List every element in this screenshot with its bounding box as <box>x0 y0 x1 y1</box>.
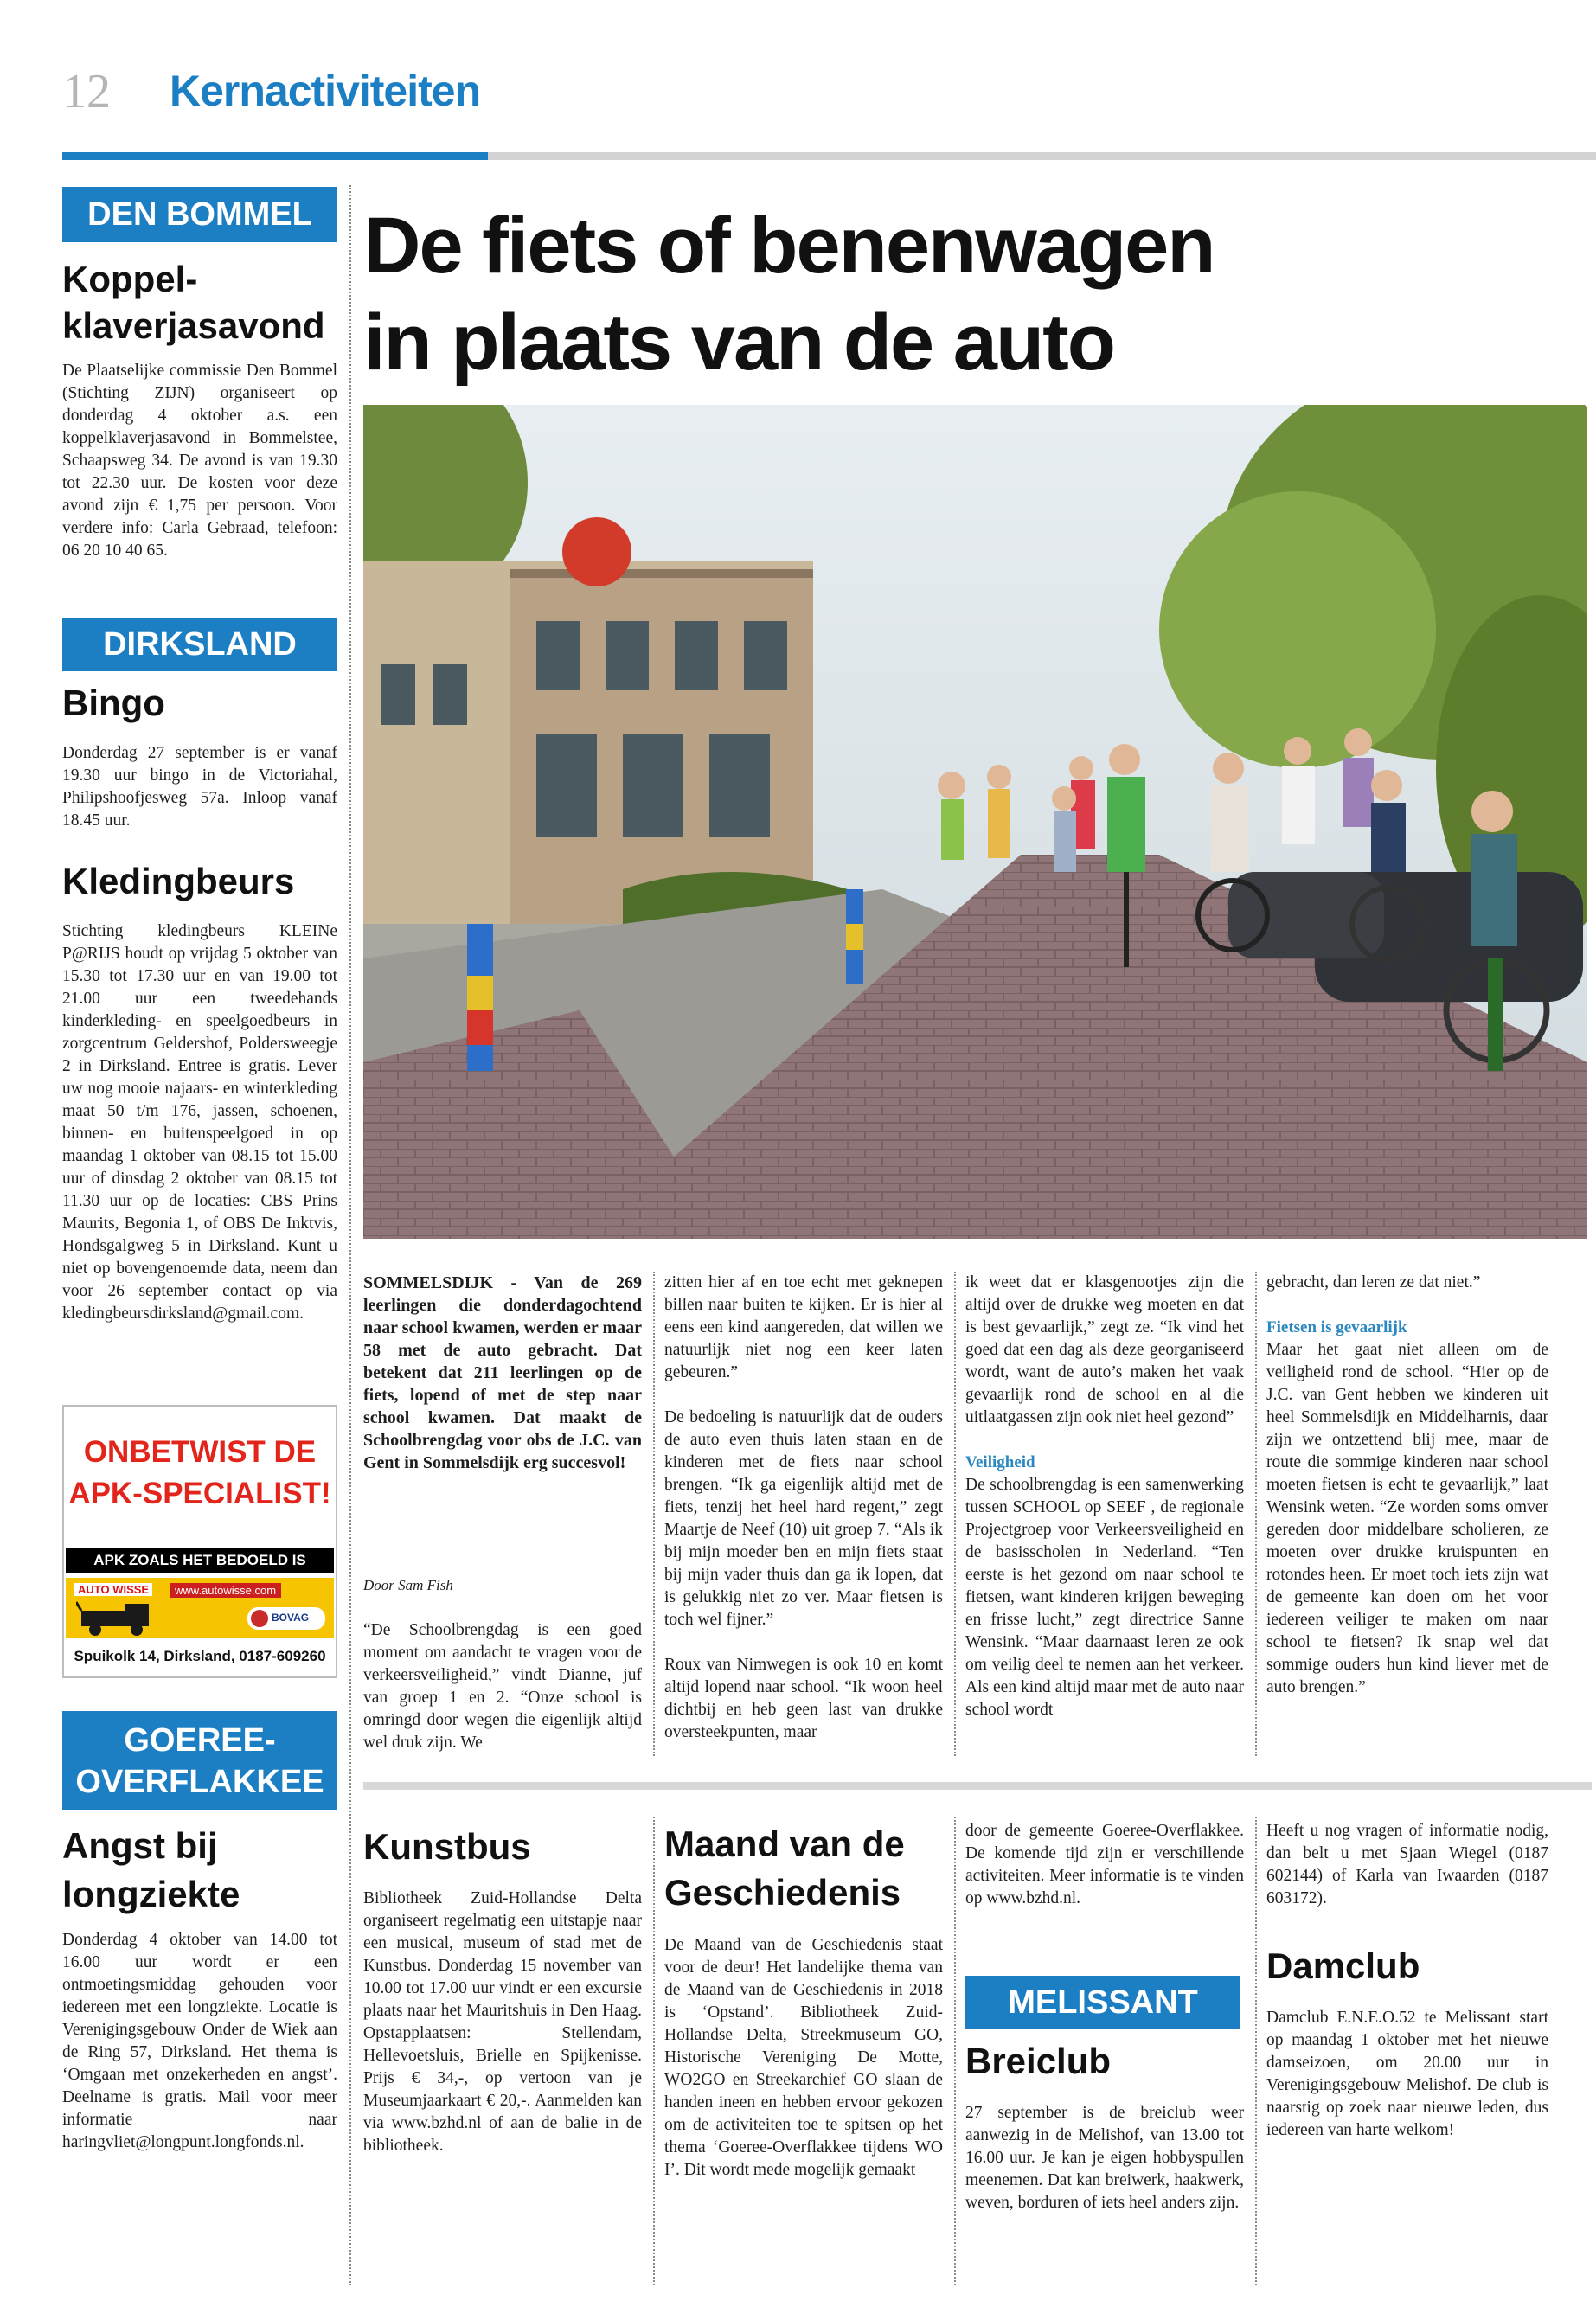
ad-tagline: APK ZOALS HET BEDOELD IS <box>66 1548 334 1573</box>
bingo-title: Bingo <box>62 683 165 723</box>
kledingbeurs-body: Stichting kledingbeurs KLEINe P@RIJS houdt op vrijdag 5 oktober van 15.30 tot 17.30 uur en van 19.00 tot 21.00 uur een tweedehands kinderkleding- en speelgoedbeurs in zorgcentrum Geldershof, Poldersweegje 2 in Dirksland. Entree is gratis. Lever uw nog mooie najaars- en winterkleding maat 50 t/m 176, jassen, schoenen, binnen- en buitenspeelgoed in op maandag 1 oktober van 08.15 tot 15.00 uur of dinsdag 2 oktober van 08.15 tot 11.30 uur op de locaties: CBS Prins Maurits, Begonia 1, of OBS De Inktvis, Hondsgalgweg 5 in Dirksland. Kunt u niet op bovengenoemde data, neem dan voor 26 september contact op via kledingbeursdirksland@gmail.com. <box>62 922 337 1323</box>
ad-brand: AUTO WISSE <box>74 1583 152 1596</box>
column-separator <box>349 185 351 2285</box>
angst-body: Donderdag 4 oktober van 14.00 tot 16.00 uur wordt er een ontmoetingsmiddag gehouden voor iedereen met een longziekte. Locatie is Verenigingsgebouw Onder de Wiek aan de Ring 57, Dirksland. Het thema is ‘Omgaan met onzekerheden en angst’. Deelname is gratis. Mail voor meer informatie naar haringvliet@longpunt.longfonds.nl. <box>62 1931 337 2151</box>
bovag-icon <box>251 1610 268 1627</box>
article-col3: ik weet dat er klasgenootjes zijn die altijd over de drukke weg moeten en dat is best gevaarlijk,” zegt ze. “Ik vind het goed dat een dag als deze georganiseerd wordt, want de auto’s maken het vaak gevaarlijk rond de school en al die uitlaatgassen zijn ook niet heel gezond” Veiligheid De schoolbrengdag is een samenwerking tussen SCHOOL op SEEF , de regionale Projectgroep voor Verkeersveiligheid en de basisscholen in Nederland. “Ten eerste is het gezond om naar school te fietsen, want kinderen krijgen beweging en frisse lucht,” zegt directrice Sanne Wensink. “Maar daarnaast leren ze ook om veilig deel te nemen aan het verkeer. Als een kind altijd maar met de auto naar school wordt <box>965 1273 1244 1719</box>
den-bommel-title: Koppel- klaverjasavond <box>62 259 325 346</box>
tow-truck-icon <box>76 1599 171 1637</box>
ad-logo-strip <box>66 1578 334 1638</box>
maand-title: Maand van de Geschiedenis <box>664 1823 905 1913</box>
breiclub-body: 27 september is de breiclub weer aanwezig in de Melishof, van 13.00 tot 16.00 uur. Je kan je eigen hobbyspullen meenemen. Dat kan breiwerk, haakwerk, weven, borduren of iets heel anders zijn. <box>965 2104 1244 2212</box>
bingo-body: Donderdag 27 september is er vanaf 19.30 uur bingo in de Victoriahal, Philipshoofjesweg 57a. Inloop vanaf 18.45 uur. <box>62 744 337 830</box>
apk-advertisement[interactable] <box>62 1405 337 1678</box>
article-intro: SOMMELSDIJK - Van de 269 leerlingen die donderdagochtend naar school kwamen, werden er maar 58 met de auto gebracht. Dat betekent dat 211 leerlingen op de fiets, lopend of met de step naar school kwamen. Dat maakt de Schoolbrengdag voor obs de J.C. van Gent in Sommelsdijk erg succesvol! <box>363 1273 642 1472</box>
kledingbeurs-title: Kledingbeurs <box>62 861 295 901</box>
header-rule-accent <box>62 152 488 160</box>
ad-line-1: ONBETWIST DE <box>83 1435 317 1469</box>
damclub-title: Damclub <box>1266 1945 1420 1986</box>
dirksland-badge: DIRKSLAND <box>62 618 337 671</box>
page-number: 12 <box>62 65 111 119</box>
den-bommel-body: De Plaatselijke commissie Den Bommel (Stichting ZIJN) organiseert op donderdag 4 oktober a.s. een koppelklaverjasavond in Bommelstee, Schaapsweg 34. De avond is van 19.30 tot 22.30 uur. De kosten voor deze avond zijn € 1,75 per persoon. Voor verdere info: Carla Gebraad, telefoon: 06 20 10 40 65. <box>62 362 337 560</box>
main-photo <box>363 405 1587 1239</box>
article-col4: gebracht, dan leren ze dat niet.” Fietsen is gevaarlijk Maar het gaat niet alleen om de veiligheid rond de school. “Hier op de J.C. van Gent hebben we kinderen uit heel Sommelsdijk en Middelharnis, daar zijn we ontzettend blij mee, maar de route die sommige kinderen naar school moeten fietsen is echt te gevaarlijk,” laat Wensink weten. “Ze worden soms omver gereden door middelbare scholieren, ze moeten over drukke kruispunten en rotondes heen. Er moet toch iets zijn wat de gemeente kan doen om het voor iedereen veiliger te maken om naar school te fietsen? Ik snap wel dat sommige ouders hun kind liever met de auto brengen.” <box>1266 1273 1548 1696</box>
breiclub-body-cont: Heeft u nog vragen of informatie nodig, dan belt u met Sjaan Wiegel (0187 602144) of Karla van Iwaarden (0187 603172). <box>1266 1822 1548 1907</box>
bovag-logo: BOVAG <box>247 1607 325 1630</box>
maand-body-cont: door de gemeente Goeree-Overflakkee. De komende tijd zijn er verschillende activiteiten. Meer informatie is te vinden op www.bzhd.nl. <box>965 1822 1244 1907</box>
header-rule <box>488 152 1596 160</box>
ad-url: www.autowisse.com <box>170 1583 281 1598</box>
article-col2: zitten hier af en toe echt met geknepen billen naar buiten te kijken. Er is hier al eens een kind aangereden, dat willen we natuurlijk niet nog een keer laten gebeuren.” De bedoeling is natuurlijk dat de ouders de auto even thuis laten staan en de kinderen met de fiets naar school brengen. “Ik ga eigenlijk altijd met de fiets, tenzij het heel hard regent,” zegt Maartje de Neef (10) uit groep 7. “Als ik bij mijn moeder ben en mijn fiets staat bij mijn vader thuis dan ga ik lopen, dat is gelukkig niet zo ver. Maar fietsen is toch wel fijner.” Roux van Nimwegen is ook 10 en komt altijd lopend naar school. “Ik woon heel dichtbij en heb geen last van drukke oversteekpunten, maar <box>664 1273 943 1741</box>
damclub-body: Damclub E.N.E.O.52 te Melissant start op maandag 1 oktober met het nieuwe damseizoen, om 20.00 uur in Verenigingsgebouw Melishof. De club is naarstig op zoek naar nieuwe leden, dus iedereen van harte welkom! <box>1266 2009 1548 2139</box>
melissant-badge: MELISSANT <box>965 1976 1240 2029</box>
den-bommel-badge: DEN BOMMEL <box>62 187 337 242</box>
kunstbus-body: Bibliotheek Zuid-Hollandse Delta organiseert regelmatig een uitstapje naar een musical, museum of stad met de Kunstbus. Donderdag 15 november van 10.00 tot 17.00 uur vindt er een excursie plaats naar het Mauritshuis in Den Haag. Opstapplaatsen: Stellendam, Hellevoetsluis, Brielle en Spijkenisse. Prijs € 34,-, op vertoon van je Museumjaarkaart € 20,-. Aanmelden kan via www.bzhd.nl of aan de balie in de bibliotheek. <box>363 1889 642 2155</box>
section-divider <box>363 1782 1592 1790</box>
angst-title: Angst bij longziekte <box>62 1825 240 1914</box>
section-title: Kernactiviteiten <box>170 67 481 115</box>
maand-body: De Maand van de Geschiedenis staat voor de deur! Het landelijke thema van de Maand van de Geschiedenis in 2018 is ‘Opstand’. Bibliotheek Zuid-Hollandse Delta, Streekmuseum GO, Historische Vereniging De Motte, WO2GO en Streekarchief GO slaan de handen ineen en hebben ervoor gekozen om de activiteiten toe te spitsen op het thema ‘Goeree-Overflakkee tijdens WO I’. Dit wordt mede mogelijk gemaakt <box>664 1936 943 2179</box>
column-separator <box>653 1817 655 2285</box>
kunstbus-title: Kunstbus <box>363 1826 531 1867</box>
ad-address: Spuikolk 14, Dirksland, 0187-609260 <box>74 1648 326 1664</box>
column-separator <box>653 1272 655 1756</box>
schoolchildren-cycling-photo <box>363 405 1587 1239</box>
ad-line-2: APK-SPECIALIST! <box>68 1477 331 1510</box>
column-separator <box>954 1272 956 1756</box>
column-separator <box>1255 1817 1257 2285</box>
column-separator <box>1255 1272 1257 1756</box>
column-separator <box>954 1817 956 2285</box>
main-headline: De fiets of benenwagen in plaats van de auto <box>363 202 1215 387</box>
article-byline: Door Sam Fish <box>363 1577 453 1593</box>
goeree-badge: GOEREE- OVERFLAKKEE <box>62 1711 337 1810</box>
article-col1-p1: “De Schoolbrengdag is een goed moment om aandacht te vragen voor de verkeersveiligheid,” vindt Dianne, juf van groep 1 en 2. “Onze school is omringd door wegen die eigenlijk altijd wel druk zijn. We <box>363 1621 642 1752</box>
breiclub-title: Breiclub <box>965 2041 1112 2081</box>
